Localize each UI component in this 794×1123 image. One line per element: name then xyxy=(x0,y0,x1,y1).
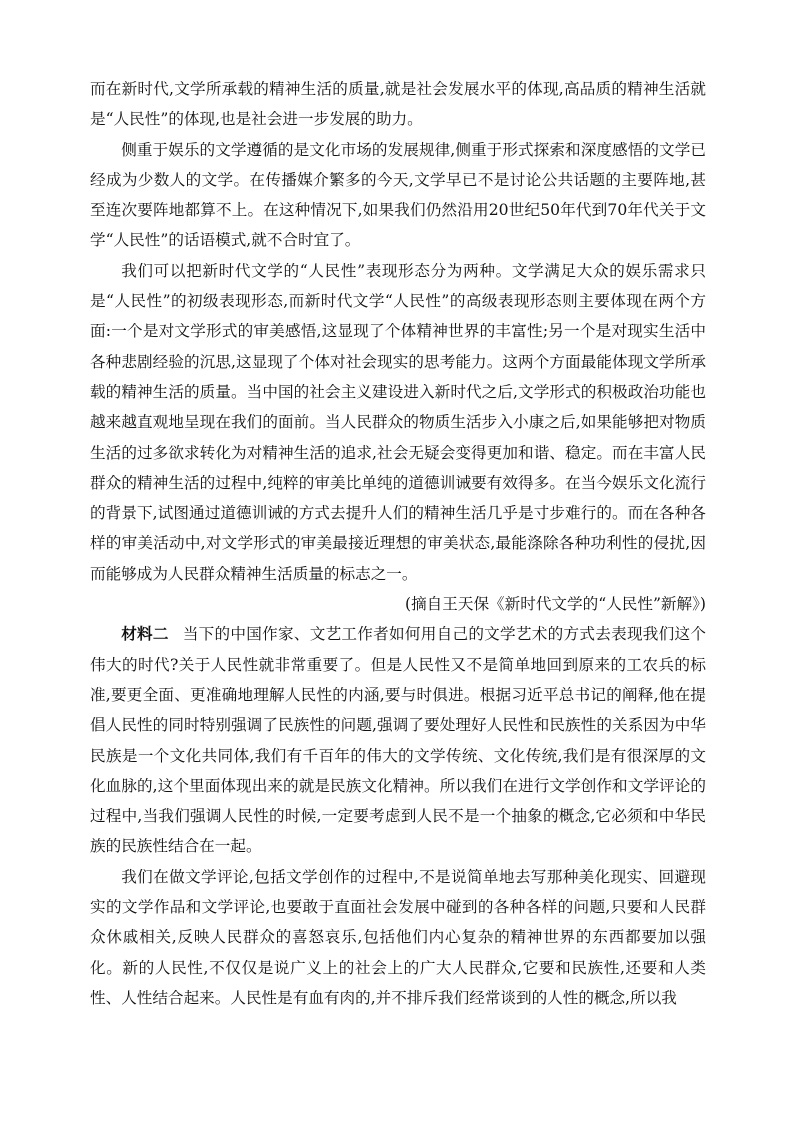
citation-source: (摘自王天保《新时代文学的“人民性”新解》) xyxy=(405,595,706,614)
document-page xyxy=(90,74,706,1013)
material-2-text: 当下的中国作家、文艺工作者如何用自己的文学艺术的方式去表现我们这个伟大的时代?关于人民性就非常重要了。但是人民性又不是简单地回到原来的工农兵的标准,要更全面、更准确地理解人民性的内涵,要与时俱进。根据习近平总书记的阐释,他在提倡人民性的同时特别强调了民族性的问题,强调了要处理好人民性和民族性的关系因为中华民族是一个文化共同体,我们有千百年的伟大的文学传统、文化传统,我们是有很深厚的文化血脉的,这个里面体现出来的就是民族文化精神。所以我们在进行文学创作和文学评论的过程中,当我们强调人民性的时候,一定要考虑到人民不是一个抽象的概念,它必须和中华民族的民族性结合在一起。 xyxy=(90,625,706,856)
material-2-paragraph-1 xyxy=(90,619,706,861)
paragraph-1: 而在新时代,文学所承载的精神生活的质量,就是社会发展水平的体现,高品质的精神生活就是“人民性”的体现,也是社会进一步发展的助力。 xyxy=(90,80,706,129)
material-2-label: 材料二 xyxy=(121,625,169,644)
paragraph-2: 侧重于娱乐的文学遵循的是文化市场的发展规律,侧重于形式探索和深度感悟的文学已经成为少数人的文学。在传播媒介繁多的今天,文学早已不是讨论公共话题的主要阵地,甚至连次要阵地都算不上。在这种情况下,如果我们仍然沿用20世纪50年代到70年代关于文学“人民性”的话语模式,就不合时宜了。 xyxy=(90,140,706,250)
material-2-paragraph-2: 我们在做文学评论,包括文学创作的过程中,不是说简单地去写那种美化现实、回避现实的文学作品和文学评论,也要敢于直面社会发展中碰到的各种各样的问题,只要和人民群众休戚相关,反映人民群众的喜怒哀乐,包括他们内心复杂的精神世界的东西都要加以强化。新的人民性,不仅仅是说广义上的社会上的广大人民群众,它要和民族性,还要和人类性、人性结合起来。人民性是有血有肉的,并不排斥我们经常谈到的人性的概念,所以我 xyxy=(90,867,706,1007)
paragraph-3: 我们可以把新时代文学的“人民性”表现形态分为两种。文学满足大众的娱乐需求只是“人民性”的初级表现形态,而新时代文学“人民性”的高级表现形态则主要体现在两个方面:一个是对文学形式的审美感悟,这显现了个体精神世界的丰富性;另一个是对现实生活中各种悲剧经验的沉思,这显现了个体对社会现实的思考能力。这两个方面最能体现文学所承载的精神生活的质量。当中国的社会主义建设进入新时代之后,文学形式的积极政治功能也越来越直观地呈现在我们的面前。当人民群众的物质生活步入小康之后,如果能够把对物质生活的过多欲求转化为对精神生活的追求,社会无疑会变得更加和谐、稳定。而在丰富人民群众的精神生活的过程中,纯粹的审美比单纯的道德训诫要有效得多。在当今娱乐文化流行的背景下,试图通过道德训诫的方式去提升人们的精神生活几乎是寸步难行的。而在各种各样的审美活动中,对文学形式的审美最接近理想的审美状态,最能涤除各种功利性的侵扰,因而能够成为人民群众精神生活质量的标志之一。 xyxy=(90,261,706,583)
